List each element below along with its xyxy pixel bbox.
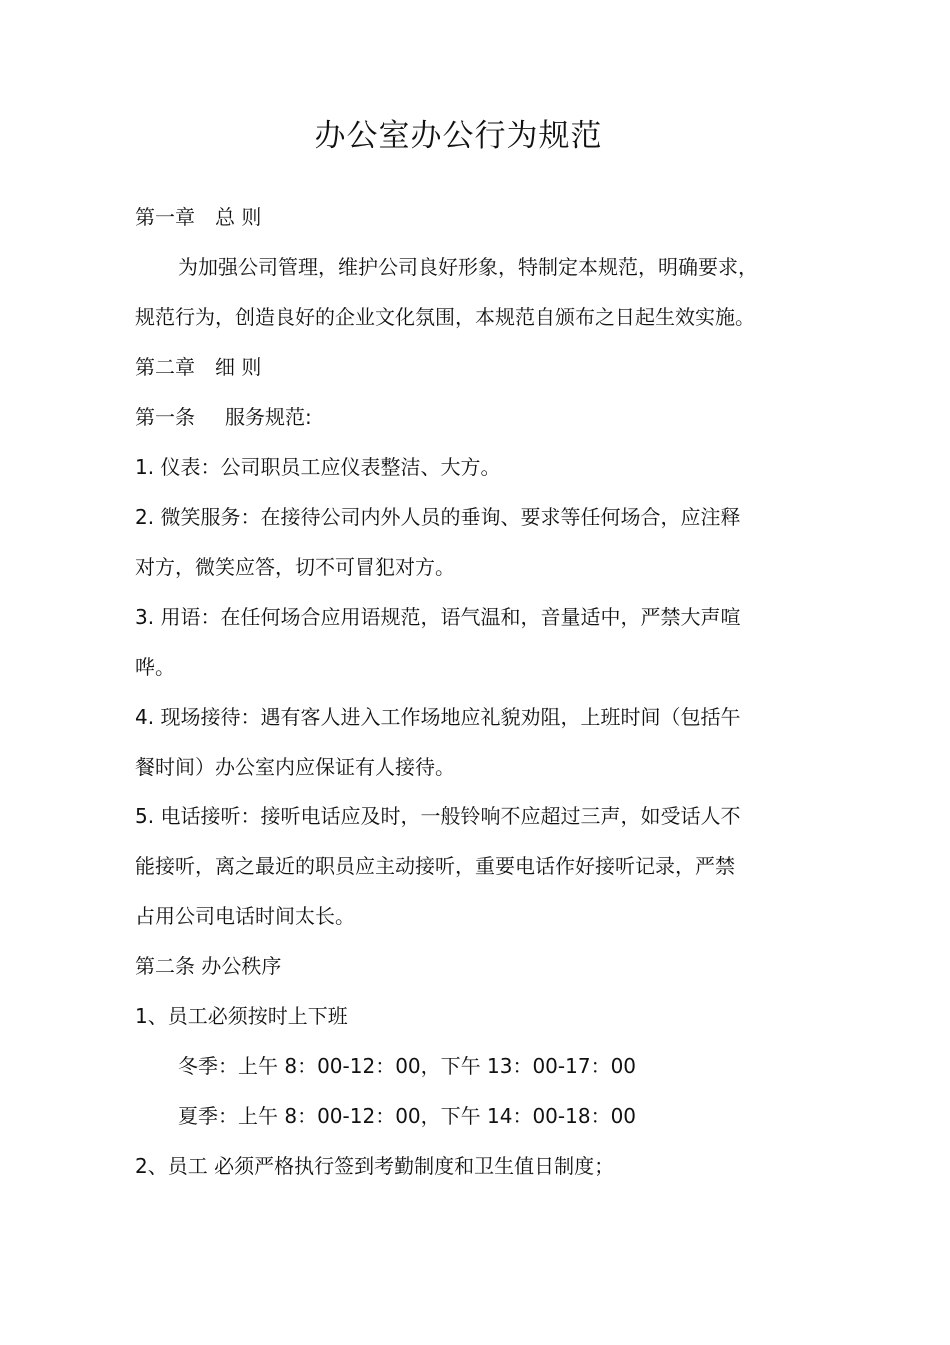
intro-line-1: 为加强公司管理，维护公司良好形象，特制定本规范，明确要求， <box>178 255 758 279</box>
chapter-2-name: 细 则 <box>215 355 262 379</box>
item-3-line-1: 3. 用语：在任何场合应用语规范，语气温和，音量适中，严禁大声喧 <box>135 605 741 629</box>
article-1-name: 服务规范: <box>225 405 312 429</box>
item-5-line-3: 占用公司电话时间太长。 <box>135 904 355 928</box>
article-1-label: 第一条 <box>135 405 195 429</box>
chapter-1-label: 第一章 <box>135 205 195 229</box>
order-item-2: 2、员工 必须严格执行签到考勤制度和卫生值日制度； <box>135 1154 615 1178</box>
order-item-1: 1、员工必须按时上下班 <box>135 1004 348 1028</box>
item-2-line-1: 2. 微笑服务：在接待公司内外人员的垂询、要求等任何场合，应注释 <box>135 505 741 529</box>
article-1-heading <box>135 402 312 432</box>
intro-line-2: 规范行为，创造良好的企业文化氛围，本规范自颁布之日起生效实施。 <box>135 305 755 329</box>
chapter-2-label: 第二章 <box>135 355 195 379</box>
item-4-line-1: 4. 现场接待：遇有客人进入工作场地应礼貌劝阻，上班时间（包括午 <box>135 705 741 729</box>
chapter-2-heading <box>135 352 261 382</box>
item-3-line-2: 哗。 <box>135 655 175 679</box>
winter-schedule: 冬季：上午 8：00-12：00，下午 13：00-17：00 <box>178 1054 637 1078</box>
item-5-line-1: 5. 电话接听：接听电话应及时，一般铃响不应超过三声，如受话人不 <box>135 804 741 828</box>
chapter-1-name: 总 则 <box>215 205 262 229</box>
article-2-heading: 第二条 办公秩序 <box>135 954 282 978</box>
document-title: 办公室办公行为规范 <box>314 118 603 154</box>
item-4-line-2: 餐时间）办公室内应保证有人接待。 <box>135 755 455 779</box>
item-2-line-2: 对方，微笑应答，切不可冒犯对方。 <box>135 555 455 579</box>
chapter-1-heading <box>135 202 261 232</box>
summer-schedule: 夏季：上午 8：00-12：00，下午 14：00-18：00 <box>178 1104 637 1128</box>
item-1-line-1: 1. 仪表：公司职员工应仪表整洁、大方。 <box>135 455 501 479</box>
item-5-line-2: 能接听，离之最近的职员应主动接听，重要电话作好接听记录，严禁 <box>135 854 735 878</box>
